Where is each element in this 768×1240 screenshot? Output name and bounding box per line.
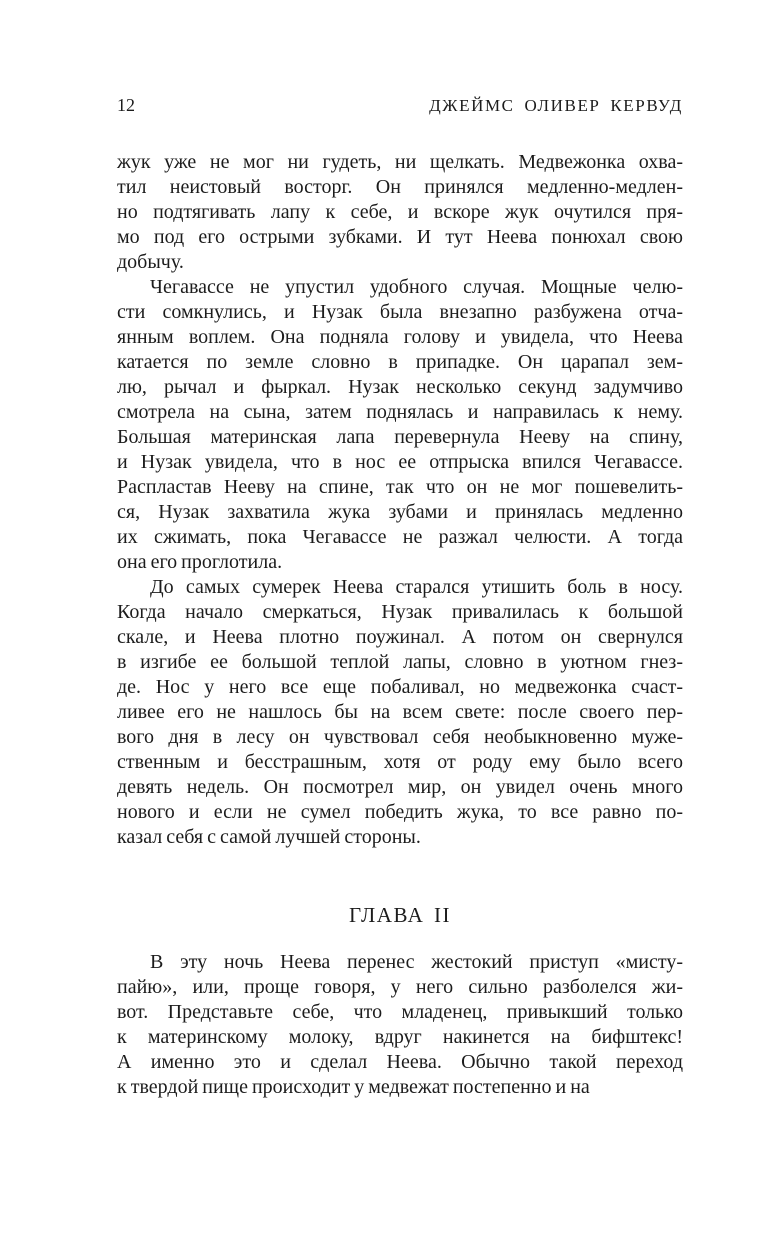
- text-line: Распластав Нееву на спине, так что он не мог пошевелить-: [117, 476, 683, 498]
- text-line: мо под его острыми зубками. И тут Неева понюхал свою: [117, 226, 683, 248]
- paragraph: [117, 275, 683, 575]
- text-line: и Нузак увидела, что в нос ее отпрыска впился Чегавассе.: [117, 451, 683, 473]
- page-text: [117, 150, 683, 1100]
- text-line: вого дня в лесу он чувствовал себя необыкновенно муже-: [117, 726, 683, 748]
- text-line: добычу.: [117, 251, 184, 273]
- text-line: А именно это и сделал Неева. Обычно такой переход: [117, 1051, 683, 1073]
- paragraph: [117, 575, 683, 850]
- text-line: янным воплем. Она подняла голову и увидела, что Неева: [117, 326, 683, 348]
- text-line: катается по земле словно в припадке. Он царапал зем-: [117, 351, 683, 373]
- paragraph: [117, 150, 683, 275]
- text-line: Большая материнская лапа перевернула Нееву на спину,: [117, 426, 683, 448]
- text-line: Чегавассе не упустил удобного случая. Мощные челю-: [150, 276, 683, 298]
- text-line: она его проглотила.: [117, 551, 283, 573]
- text-line: лю, рычал и фыркал. Нузак несколько секунд задумчиво: [117, 376, 683, 398]
- text-line: их сжимать, пока Чегавассе не разжал челюсти. А тогда: [117, 526, 683, 548]
- text-line: тил неистовый восторг. Он принялся медленно-медлен-: [117, 176, 683, 198]
- text-line: смотрела на сына, затем поднялась и направилась к нему.: [117, 401, 683, 423]
- text-line: к материнскому молоку, вдруг накинется на бифштекс!: [117, 1026, 683, 1048]
- text-line: скале, и Неева плотно поужинал. А потом он свернулся: [117, 626, 683, 648]
- text-line: в изгибе ее большой теплой лапы, словно в уютном гнез-: [117, 651, 683, 673]
- text-line: пайю», или, проще говоря, у него сильно разболелся жи-: [117, 976, 683, 998]
- text-line: к твердой пище происходит у медвежат постепенно и на: [117, 1076, 590, 1098]
- text-line: но подтягивать лапу к себе, и вскоре жук очутился пря-: [117, 201, 683, 223]
- text-line: нового и если не сумел победить жука, то все равно по-: [117, 801, 683, 823]
- text-line: де. Нос у него все еще побаливал, но медвежонка счаст-: [117, 676, 683, 698]
- text-line: сти сомкнулись, и Нузак была внезапно разбужена отча-: [117, 301, 683, 323]
- text-line: ся, Нузак захватила жука зубами и принялась медленно: [117, 501, 683, 523]
- text-line: вот. Представьте себе, что младенец, привыкший только: [117, 1001, 683, 1023]
- text-line: жук уже не мог ни гудеть, ни щелкать. Медвежонка охва-: [117, 151, 683, 173]
- text-line: девять недель. Он посмотрел мир, он увидел очень много: [117, 776, 683, 798]
- page-number: 12: [117, 95, 135, 115]
- text-line: До самых сумерек Неева старался утишить боль в носу.: [150, 576, 683, 598]
- running-header: [117, 95, 683, 116]
- running-title: ДЖЕЙМС ОЛИВЕР КЕРВУД: [429, 96, 683, 115]
- text-line: Когда начало смеркаться, Нузак привалилась к большой: [117, 601, 683, 623]
- paragraph: [117, 950, 683, 1100]
- chapter-heading: ГЛАВА II: [348, 903, 452, 927]
- text-line: ливее его не нашлось бы на всем свете: после своего пер-: [117, 701, 683, 723]
- text-line: ственным и бесстрашным, хотя от роду ему было всего: [117, 751, 683, 773]
- text-line: В эту ночь Неева перенес жестокий приступ «мисту-: [150, 951, 683, 973]
- text-line: казал себя с самой лучшей стороны.: [117, 826, 421, 848]
